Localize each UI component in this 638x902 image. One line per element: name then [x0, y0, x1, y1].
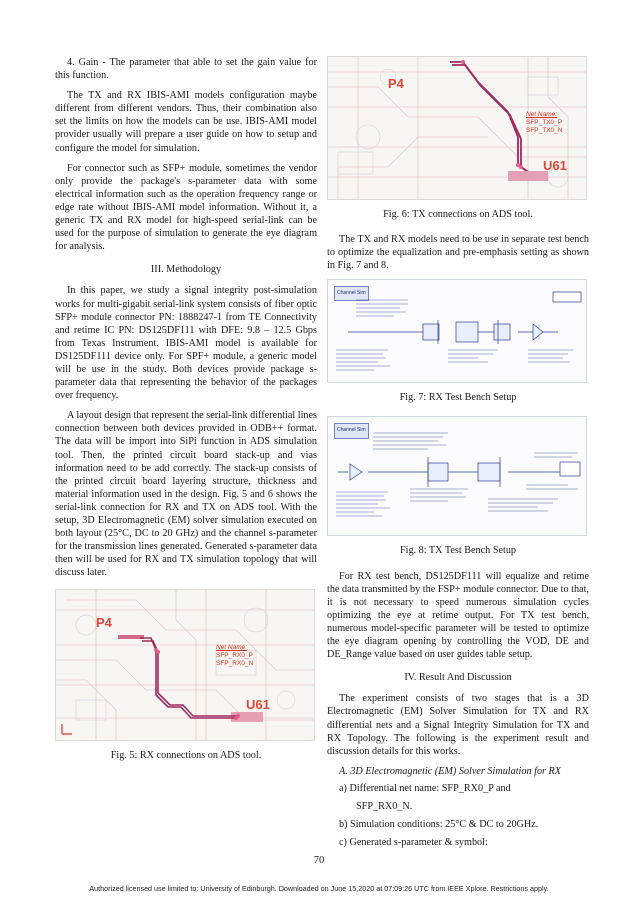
tx-trace-n	[452, 65, 535, 177]
paragraph-rx-tx-bench: For RX test bench, DS125DF111 will equalize and retime the data transmitted by the FSP+ module connector. Due to that, it is not necessary to speed numerous simulation cycles optimizing the eye at retime output. For TX test bench, numerous model-specific parameter will be tested to optimize the eye diagram opening by controlling the VOD, DE and DE_Range value based on user guides table setup.	[327, 570, 589, 661]
subsection-heading-em-rx: A. 3D Electromagnetic (EM) Solver Simulation for RX	[339, 765, 562, 777]
caption-fig8: Fig. 8: TX Test Bench Setup	[399, 545, 517, 557]
section-heading-results: IV. Result And Discussion	[404, 672, 512, 684]
net-name-p: SFP_TX0_P	[526, 119, 563, 126]
label-u61: U61	[246, 697, 270, 713]
page-number: 70	[313, 855, 325, 866]
paragraph-gain: 4. Gain - The parameter that able to set the gain value for this function.	[55, 57, 317, 82]
net-name-n: SFP_RX0_N	[216, 660, 254, 668]
channel-sim-tag: Channel Sim	[334, 286, 369, 301]
right-column	[327, 56, 589, 854]
caption-fig6: Fig. 6: TX connections on ADS tool.	[383, 209, 533, 220]
figure-rx-test-bench	[327, 279, 587, 383]
paragraph-experiment: The experiment consists of two stages that is a 3D Electromagnetic (EM) Solver Simulation for TX and RX differential nets and a Signal Integrity Simulation for TX and RX Topology. The following is the experiment result and discussion details for this works.	[327, 693, 589, 757]
net-name-title: Net Name:	[526, 111, 558, 118]
paragraph-test-bench: The TX and RX models need to be use in separate test bench to optimize the equalization and pre-emphasis setting as shown in Fig. 7 and 8.	[327, 234, 589, 272]
paragraph-model-config: The TX and RX IBIS-AMI models configuration maybe different from different vendors. Thus, their combination also set the limits on how the models can be use. IBIS-AMI model provider usually will prepare a user guide on how to setup and configure the model for simulation.	[55, 90, 317, 154]
figure-tx-test-bench	[327, 416, 587, 536]
list-item-net-name-cont: SFP_RX0_N.	[356, 800, 413, 812]
caption-fig7: Fig. 7: RX Test Bench Setup	[399, 392, 517, 404]
channel-sim-tag: Channel Sim	[334, 423, 369, 438]
section-heading-methodology: III. Methodology	[150, 264, 222, 276]
list-item-conditions: b) Simulation conditions: 25°C & DC to 20GHz.	[339, 819, 539, 831]
paragraph-connector: For connector such as SFP+ module, sometimes the vendor only provide the package's s-parameter data with some electrical information such as the operation frequency range or edge rate without IBIS-AMI model information. Without it, a generic TX and RX model for high-speed serial-link can be used for the purpose of simulation to generate the eye diagram for analysis.	[55, 162, 317, 253]
net-name-title: Net Name:	[216, 644, 248, 652]
list-item-net-name: a) Differential net name: SFP_RX0_P and	[339, 782, 511, 794]
tx-schematic	[328, 417, 586, 535]
paragraph-layout: A layout design that represent the serial-link differential lines connection between both devices provided in ODB++ format. The data will be import into SiPi function in ADS simulation tool. Then, the printed circuit board stack-up and vias information need to be add correctly. The stack-up consists of the printed circuit board layering structure, thickness and material information used in the design. Fig. 5 and 6 shows the serial-link connection for RX and TX on ADS tool. With the setup, 3D Electromagnetic (EM) solver simulation executed on both layout (25°C, DC to 20 GHz) and the channel s-parameter for the transmission lines generated. Generated s-parameter data then will be used for RX and TX simulation topology that will discuss later.	[55, 410, 317, 579]
label-u61: U61	[543, 158, 567, 173]
axis-icon	[60, 722, 74, 736]
license-footer: Authorized licensed use limited to: University of Edinburgh. Downloaded on June 15,2020 at 07:09:26 UTC from IEEE Xplore. Restrictions apply.	[89, 884, 549, 893]
label-p4: P4	[388, 76, 404, 91]
list-item-generated: c) Generated s-parameter & symbol:	[339, 837, 488, 849]
net-name-block	[216, 644, 253, 668]
paragraph-study: In this paper, we study a signal integrity post-simulation works for multi-gigabit serial-link system consists of fiber optic SFP+ module connector PN: 1888247-1 from TE Connectivity and retime IC PN: DS125DF111 with DFE: 9.8 – 12.5 Gbps from Texas Instrument. IBIS-AMI model is available for DS125DF111 device only. For SPF+ module, a generic model will be use in the study. Both devices provide package s-parameter data that representing the behavior of the packages over frequency.	[55, 285, 317, 402]
net-name-p: SFP_RX0_P	[216, 652, 253, 660]
left-column	[55, 56, 317, 775]
figure-rx-layout	[55, 589, 315, 741]
net-name-n: SFP_TX0_N	[526, 127, 563, 134]
label-p4: P4	[96, 615, 112, 631]
net-name-block	[526, 111, 563, 135]
rx-layout-drawing	[56, 590, 314, 740]
caption-fig5: Fig. 5: RX connections on ADS tool.	[110, 750, 262, 762]
figure-tx-layout	[327, 56, 587, 200]
rx-schematic	[328, 280, 586, 382]
